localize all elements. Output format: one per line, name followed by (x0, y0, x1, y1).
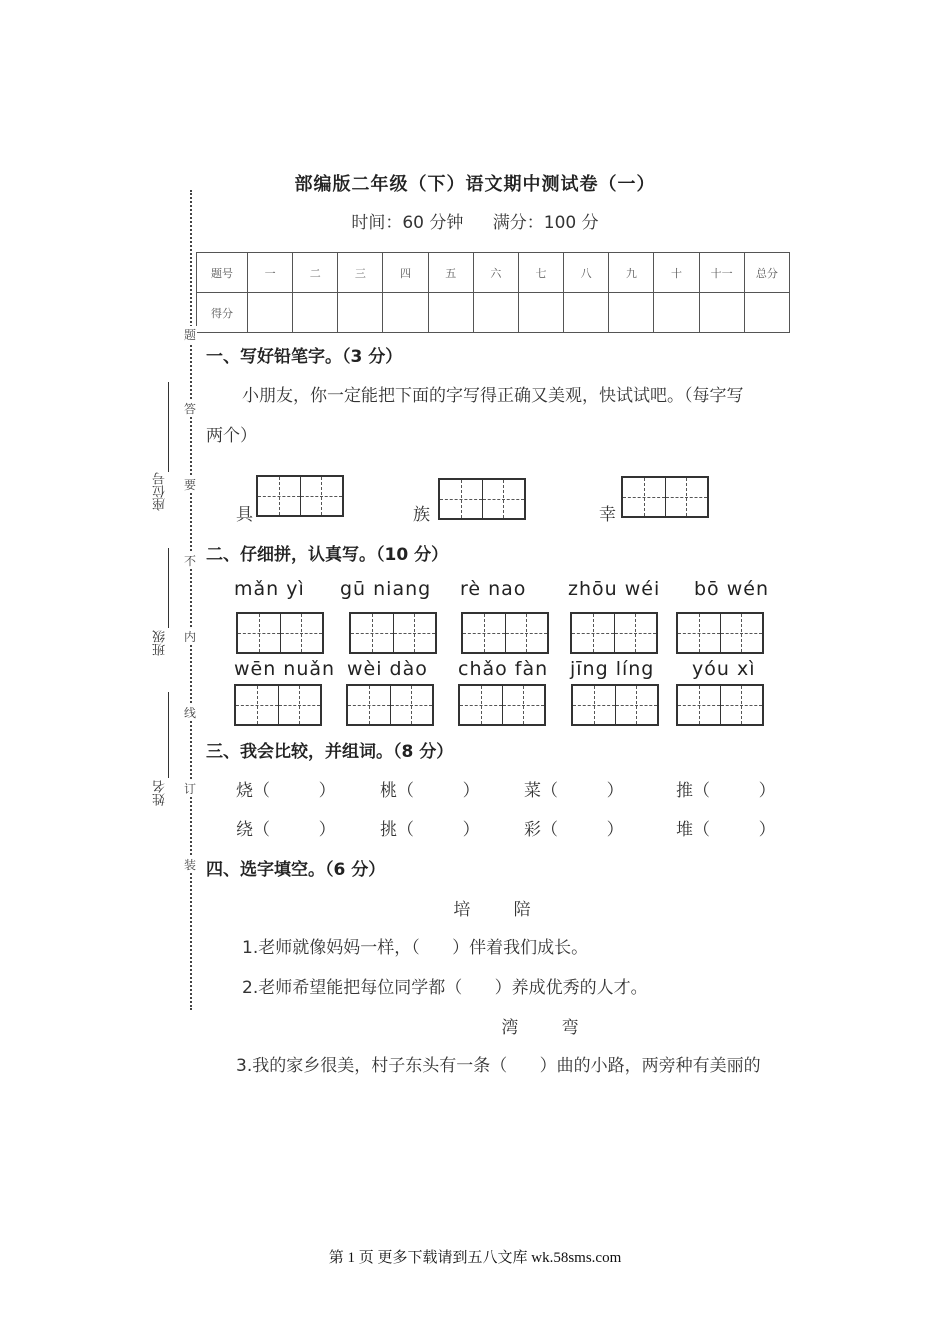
section1-instruction: 小朋友，你一定能把下面的字写得正确又美观，快试试吧。（每字写 (242, 386, 744, 406)
score-table-score-row (197, 293, 790, 333)
writing-grid[interactable] (234, 684, 322, 726)
score-input[interactable] (428, 293, 473, 333)
writing-grid[interactable] (461, 612, 549, 654)
practice-char: 具 (236, 505, 253, 525)
fill-question-1[interactable]: 1.老师就像妈妈一样，（ ）伴着我们成长。 (242, 938, 589, 958)
char-pair: 培 陪 (453, 900, 531, 920)
char-pair: 湾 弯 (501, 1018, 579, 1038)
score-input[interactable] (473, 293, 518, 333)
score-table (196, 252, 790, 333)
score-cell-10: 十 (654, 253, 699, 293)
section1-instruction-cont: 两个） (206, 426, 257, 446)
compare-item[interactable]: 绕（ ） (236, 820, 336, 840)
binding-char: 订 (183, 782, 196, 796)
binding-dotted-line (190, 190, 192, 1010)
binding-char: 线 (183, 706, 196, 720)
score-input[interactable] (744, 293, 789, 333)
score-input[interactable] (609, 293, 654, 333)
seat-number-line[interactable] (168, 382, 169, 472)
score-cell-5: 五 (428, 253, 473, 293)
score-cell-8: 八 (564, 253, 609, 293)
score-input[interactable] (248, 293, 293, 333)
pinyin: zhōu wéi (568, 578, 661, 600)
class-label: 班级 (153, 630, 168, 656)
compare-item[interactable]: 堆（ ） (676, 820, 776, 840)
exam-meta (0, 208, 950, 233)
pinyin: jīng líng (570, 658, 655, 680)
writing-grid[interactable] (349, 612, 437, 654)
score-input[interactable] (654, 293, 699, 333)
name-label: 姓名 (153, 780, 168, 806)
compare-item[interactable]: 推（ ） (676, 781, 776, 801)
class-line[interactable] (168, 548, 169, 628)
pinyin: wēn nuǎn (234, 658, 336, 680)
compare-item[interactable]: 挑（ ） (380, 820, 480, 840)
pinyin: mǎn yì (234, 578, 305, 600)
binding-char: 答 (183, 402, 196, 416)
score-input[interactable] (338, 293, 383, 333)
score-cell-4: 四 (383, 253, 428, 293)
binding-char: 要 (183, 478, 196, 492)
pinyin: bō wén (694, 578, 769, 600)
score-input[interactable] (293, 293, 338, 333)
score-cell-11: 十一 (699, 253, 744, 293)
compare-item[interactable]: 桃（ ） (380, 781, 480, 801)
binding-char: 内 (183, 630, 196, 644)
section4-heading: 四、选字填空。（6 分） (206, 860, 386, 880)
section2-heading: 二、仔细拼，认真写。（10 分） (206, 545, 449, 565)
section3-heading: 三、我会比较，并组词。（8 分） (206, 742, 454, 762)
section1-heading: 一、写好铅笔字。（3 分） (206, 347, 403, 367)
writing-grid[interactable] (571, 684, 659, 726)
score-input[interactable] (518, 293, 563, 333)
writing-grid[interactable] (458, 684, 546, 726)
score-cell-1: 一 (248, 253, 293, 293)
name-line[interactable] (168, 692, 169, 778)
pinyin: wèi dào (347, 658, 428, 680)
practice-char: 族 (413, 505, 430, 525)
page-footer: 第 1 页 更多下载请到五八文库 wk.58sms.com (328, 1250, 622, 1266)
writing-grid[interactable] (676, 612, 764, 654)
writing-grid[interactable] (570, 612, 658, 654)
binding-char: 装 (183, 858, 196, 872)
pinyin: chǎo fàn (458, 658, 549, 680)
score-cell-3: 三 (338, 253, 383, 293)
fill-question-2[interactable]: 2.老师希望能把每位同学都（ ）养成优秀的人才。 (242, 978, 648, 998)
fill-question-3[interactable]: 3.我的家乡很美，村子东头有一条（ ）曲的小路，两旁种有美丽的 (236, 1056, 761, 1076)
seat-number-label: 座位号 (153, 472, 168, 511)
compare-item[interactable]: 彩（ ） (524, 820, 624, 840)
compare-item[interactable]: 烧（ ） (236, 781, 336, 801)
score-input[interactable] (564, 293, 609, 333)
pinyin: rè nao (460, 578, 527, 600)
compare-item[interactable]: 菜（ ） (524, 781, 624, 801)
score-input[interactable] (699, 293, 744, 333)
score-input[interactable] (383, 293, 428, 333)
pinyin: gū niang (340, 578, 432, 600)
binding-char: 题 (183, 328, 196, 342)
score-cell-7: 七 (518, 253, 563, 293)
score-cell-total: 总分 (744, 253, 789, 293)
score-table-header-row (197, 253, 790, 293)
exam-time: 时间：60 分钟 (351, 213, 464, 233)
score-row-label: 得分 (197, 293, 248, 333)
writing-grid[interactable] (256, 475, 344, 517)
exam-full-score: 满分：100 分 (492, 213, 599, 233)
score-cell-9: 九 (609, 253, 654, 293)
practice-char: 幸 (599, 505, 616, 525)
writing-grid[interactable] (236, 612, 324, 654)
score-cell-2: 二 (293, 253, 338, 293)
writing-grid[interactable] (438, 478, 526, 520)
score-cell-label: 题号 (197, 253, 248, 293)
binding-char: 不 (183, 554, 196, 568)
score-cell-6: 六 (473, 253, 518, 293)
writing-grid[interactable] (676, 684, 764, 726)
page-title: 部编版二年级（下）语文期中测试卷（一） (294, 174, 656, 195)
pinyin: yóu xì (692, 658, 756, 680)
writing-grid[interactable] (621, 476, 709, 518)
writing-grid[interactable] (346, 684, 434, 726)
